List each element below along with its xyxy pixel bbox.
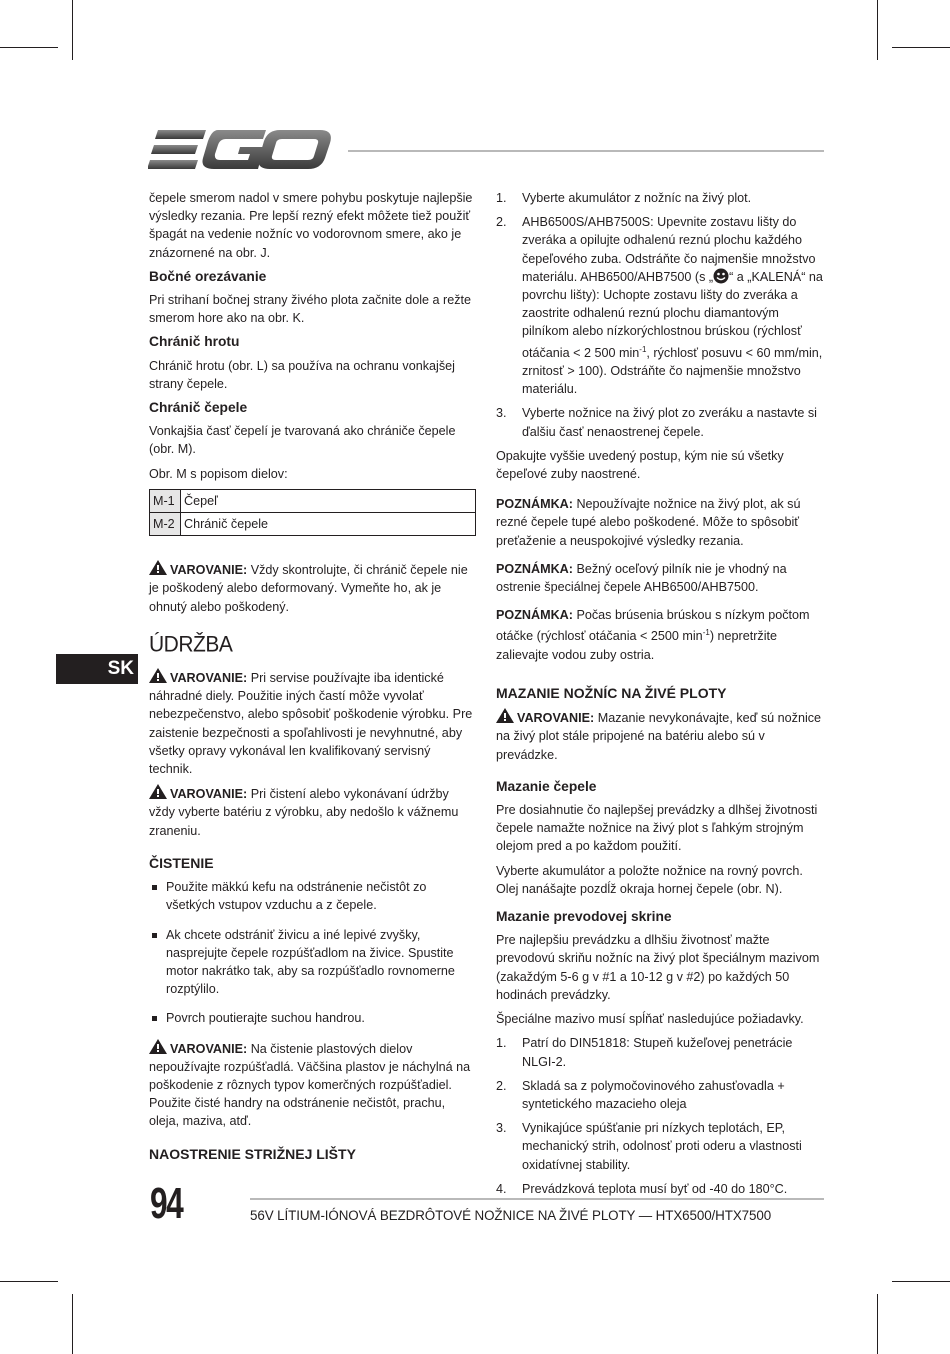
step-text: Vyberte nožnice na živý plot zo zveráku a nastavte si ďalšiu časť nenaostrenej čepele.: [522, 406, 817, 439]
part-key: M-2: [150, 513, 181, 536]
lubrication-heading: MAZANIE NOŽNÍC NA ŽIVÉ PLOTY: [496, 685, 727, 702]
list-item: [496, 1180, 826, 1198]
list-item: [496, 189, 826, 207]
gearbox-lubrication-heading: Mazanie prevodovej skrine: [496, 909, 672, 925]
table-row: [150, 513, 476, 536]
crop-mark: [72, 0, 73, 60]
step-text: AHB6500S/AHB7500S: Upevnite zostavu lišty do zveráka a opilujte odhalenú reznú plochu každého čepeľového zuba. Odstráňte čo najmenšie množstvo materiálu. AHB6500/AHB7500 (s „: [522, 215, 816, 284]
requirement-text: Skladá sa z polymočovinového zahusťovadla + syntetického mazacieho oleja: [522, 1078, 785, 1111]
list-item: [496, 404, 826, 440]
repeat-text: Opakujte vyššie uvedený postup, kým nie sú všetky čepeľové zuby naostrené.: [496, 448, 784, 482]
step-number: 3.: [496, 1121, 507, 1136]
warning-icon: [149, 1039, 167, 1054]
warning-icon: [496, 708, 514, 723]
superscript: -1: [702, 628, 710, 638]
right-column: [496, 189, 826, 1204]
warning-text: Pri čistení alebo vykonávaní údržby vždy vyberte batériu z výrobku, aby nedošlo k vážnemu zraneniu.: [149, 787, 459, 838]
warning-icon: [149, 784, 167, 799]
warning-label: VAROVANIE:: [170, 787, 248, 802]
page-number: 94: [150, 1179, 183, 1228]
step-number: 1.: [496, 1036, 507, 1051]
list-item: [496, 213, 826, 398]
cleaning-heading: ČISTENIE: [149, 854, 214, 871]
grease-requirements: [496, 1034, 826, 1198]
list-item: Použite mäkkú kefu na odstránenie nečistôt zo všetkých vstupov vzduchu a z čepele.: [149, 878, 476, 914]
header-rule: [348, 150, 824, 152]
warning-text: Mazanie nevykonávajte, keď sú nožnice na živý plot stále pripojené na batériu alebo sú v prevádzke.: [496, 711, 822, 762]
warning-guard: [149, 560, 476, 616]
step-text: Vyberte akumulátor z nožníc na živý plot.: [522, 191, 752, 205]
requirement-text: Vynikajúce spúšťanie pri nízkych teplotách, EP, mechanický strih, odolnosť proti oderu a vlastnosti oxidatívnej stability.: [522, 1121, 802, 1172]
gearbox-lubrication-text: Špeciálne mazivo musí spĺňať nasledujúce požiadavky.: [496, 1012, 804, 1027]
part-label: Čepeľ: [181, 489, 476, 512]
blade-lubrication-text: Pre dosiahnutie čo najlepšej prevádzky a dlhšej životnosti čepele namažte nožnice na živý plot s ľahkým strojným olejom pred a po každom použití.: [496, 803, 818, 854]
side-trimming-text: Pri strihaní bočnej strany živého plota začnite dole a režte smerom hore ako na obr. K.: [149, 293, 472, 326]
ego-logo: [148, 128, 332, 172]
sharpening-steps: [496, 189, 826, 441]
step-number: 4.: [496, 1181, 507, 1196]
warning-label: VAROVANIE:: [170, 563, 248, 578]
warning-label: VAROVANIE:: [517, 711, 595, 726]
note-text: Nepoužívajte nožnice na živý plot, ak sú rezné čepele tupé alebo poškodené. Môže to spôsobiť preťaženie a neuspokojivé výsledky rezania.: [496, 497, 801, 548]
crop-mark: [72, 1294, 73, 1354]
note-text: Bežný oceľový pilník nie je vhodný na ostrenie špeciálnej čepele AHB6500/AHB7500.: [496, 561, 787, 595]
hardened-blade-icon: [713, 268, 729, 284]
part-key: M-1: [150, 489, 181, 512]
parts-caption: Obr. M s popisom dielov:: [149, 466, 288, 481]
superscript: -1: [639, 344, 647, 354]
language-tab: SK: [56, 654, 138, 684]
warning-solvents: [149, 1039, 476, 1131]
step-text: “ a „KALENÁ“ na povrchu lišty): Uchopte zostavu lišty do zveráka a zaostrite odhalenú reznú plochu diamantovým pilníkom alebo nízkorýchlostnou brúskou (rýchlosť otáčania < 2 500 min: [522, 269, 823, 360]
note-grinding: [496, 606, 826, 664]
footer-title: 56V LÍTIUM-IÓNOVÁ BEZDRÔTOVÉ NOŽNICE NA ŽIVÉ PLOTY — HTX6500/HTX7500: [250, 1208, 772, 1223]
gearbox-lubrication-text: Pre najlepšiu prevádzku a dlhšiu životnosť mažte prevodovú skriňu nožníc na živý plot špeciálnym mazivom (zakaždým 5-6 g v #1 a 10-12 g v #2) po každých 50 hodinách prevádzky.: [496, 933, 820, 1002]
list-item: [496, 1077, 826, 1113]
note-steel-file: [496, 560, 826, 596]
warning-lubrication: [496, 708, 826, 764]
warning-parts: [149, 668, 476, 778]
requirement-text: Patrí do DIN51818: Stupeň kužeľovej penetrácie NLGI-2.: [522, 1036, 793, 1069]
blade-lubrication-text: Vyberte akumulátor a položte nožnice na rovný povrch. Olej nanášajte pozdĺž okraja hornej čepele (obr. N).: [496, 863, 803, 896]
warning-label: VAROVANIE:: [170, 1041, 248, 1056]
note-label: POZNÁMKA:: [496, 497, 573, 512]
warning-icon: [149, 560, 167, 575]
list-item: Povrch poutierajte suchou handrou.: [149, 1009, 476, 1027]
sharpening-heading: NAOSTRENIE STRIŽNEJ LIŠTY: [149, 1145, 356, 1162]
list-item: Ak chcete odstrániť živicu a iné lepivé zvyšky, nasprejujte čepele rozpúšťadlom na živice. Spustite motor nakrátko tak, aby sa rozpúšťadlo rovnomerne rozptýlilo.: [149, 926, 476, 999]
warning-text: Vždy skontrolujte, či chránič čepele nie je poškodený alebo deformovaný. Vymeňte ho, ak je ohnutý alebo poškodený.: [149, 563, 468, 614]
warning-battery: [149, 784, 476, 840]
left-column: [149, 189, 476, 1169]
requirement-text: Prevádzková teplota musí byť od -40 do 180°C.: [522, 1181, 788, 1196]
blade-guard-heading: Chránič čepele: [149, 400, 248, 416]
side-trimming-heading: Bočné orezávanie: [149, 268, 267, 284]
blade-lubrication-heading: Mazanie čepele: [496, 778, 597, 794]
list-item: [496, 1119, 826, 1174]
table-row: [150, 489, 476, 512]
step-number: 2.: [496, 1078, 507, 1093]
note-label: POZNÁMKA:: [496, 561, 573, 576]
crop-mark: [0, 47, 58, 48]
crop-mark: [892, 47, 950, 48]
warning-text: Na čistenie plastových dielov nepoužívajte rozpúšťadlá. Väčšina plastov je náchylná na poškodenie z rôznych typov komerčných rozpúšťadiel. Použite čisté handry na odstránenie nečistôt, prachu, oleja, maziva, atď.: [149, 1041, 471, 1129]
crop-mark: [877, 1294, 878, 1354]
footer-rule: [250, 1198, 824, 1200]
tip-guard-heading: Chránič hrotu: [149, 334, 240, 350]
note-text: ) nepretržite zalievajte vodou zuby ostria.: [496, 629, 778, 662]
blade-guard-text: Vonkajšia časť čepelí je tvarovaná ako chrániče čepele (obr. M).: [149, 424, 456, 457]
note-dull-blades: [496, 495, 826, 550]
cleaning-list: [149, 878, 476, 1027]
step-number: 1.: [496, 191, 507, 205]
parts-table: [149, 489, 476, 536]
part-label: Chránič čepele: [181, 513, 476, 536]
note-text: Počas brúsenia brúskou s nízkym počtom otáčke (rýchlosť otáčania < 2500 min: [496, 608, 810, 644]
step-text: , rýchlosť posuvu < 60 mm/min, zrnitosť > 100). Odstráňte čo najmenšie množstvo materiálu.: [522, 345, 823, 397]
list-item: [496, 1034, 826, 1070]
crop-mark: [892, 1281, 950, 1282]
maintenance-heading: ÚDRŽBA: [149, 632, 233, 657]
warning-icon: [149, 668, 167, 683]
crop-mark: [0, 1281, 58, 1282]
crop-mark: [877, 0, 878, 60]
step-number: 3.: [496, 406, 507, 421]
intro-text: čepele smerom nadol v smere pohybu poskytuje najlepšie výsledky rezania. Pre lepší rezný efekt môžete tiež použiť špagát na vedenie nožníc vo vodorovnom smere, ako je znázornené na obr. J.: [149, 191, 473, 260]
warning-text: Pri servise používajte iba identické náhradné diely. Použitie iných častí môže vyvolať nebezpečenstvo, alebo spôsobiť poškodenie výrobku. Pre zaistenie bezpečnosti a spoľahlivosti je nevyhnutné, aby všetky opravy vykonával len kvalifikovaný servisný technik.: [149, 671, 473, 777]
step-number: 2.: [496, 215, 507, 230]
warning-label: VAROVANIE:: [170, 671, 248, 686]
note-label: POZNÁMKA:: [496, 608, 573, 623]
tip-guard-text: Chránič hrotu (obr. L) sa používa na ochranu vonkajšej strany čepele.: [149, 358, 455, 391]
